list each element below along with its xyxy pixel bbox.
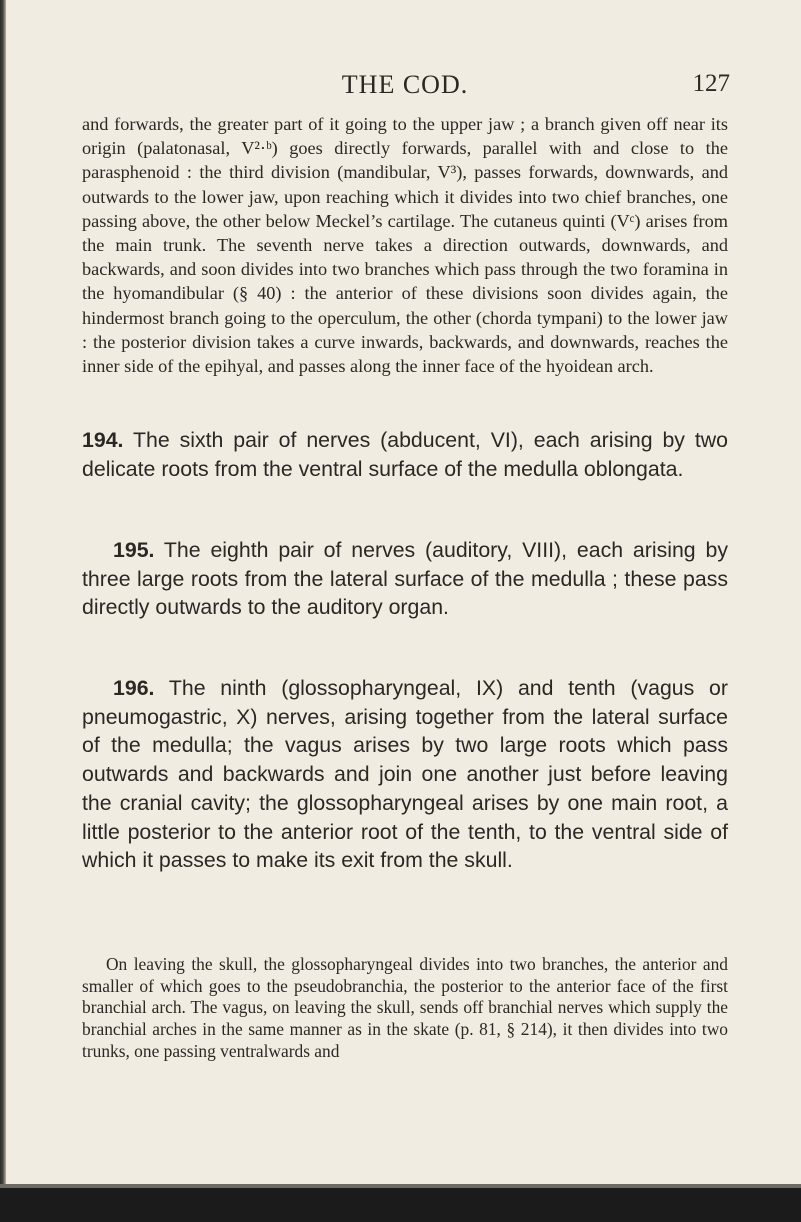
section-number: 195. bbox=[113, 538, 155, 562]
page-bottom-edge bbox=[0, 1184, 801, 1222]
book-binding-edge bbox=[0, 0, 6, 1222]
page-number: 127 bbox=[692, 70, 730, 97]
section-text: The eighth pair of nerves (auditory, VIII), each arising by three large roots from the lateral surface of the medulla ; these pass directly outwards to the auditory organ. bbox=[82, 538, 728, 620]
running-title: THE COD. bbox=[341, 70, 469, 99]
edge-highlight bbox=[0, 1184, 801, 1188]
section-196 bbox=[82, 674, 728, 875]
section-number: 194. bbox=[82, 428, 124, 452]
section-194 bbox=[82, 426, 728, 483]
section-number: 196. bbox=[113, 676, 155, 700]
small-print-note: On leaving the skull, the glossopharyngeal divides into two branches, the anterior and smaller of which goes to the pseudobranchia, the posterior to the anterior face of the first branchial arch. The vagus, on leaving the skull, sends off branchial nerves which supply the branchial arches in the same manner as in the skate (p. 81, § 214), it then divides into two trunks, one passing ventralwards and bbox=[82, 954, 728, 1061]
running-head bbox=[80, 70, 730, 100]
section-text: The ninth (glossopharyngeal, IX) and tenth (vagus or pneumogastric, X) nerves, arising together from the lateral surface of the medulla; the vagus arises by two large roots which pass outwards and backwards and join one another just before leaving the cranial cavity; the glossopharyngeal arises by one main root, a little posterior to the anterior root of the tenth, to the ventral side of which it passes to make its exit from the skull. bbox=[82, 676, 728, 873]
body-paragraph-continuation: and forwards, the greater part of it going to the upper jaw ; a branch given off near its origin (palatonasal, V²·ᵇ) goes directly forwards, parallel with and close to the parasphenoid : the third division (mandibular, V³), passes forwards, downwards, and outwards to the lower jaw, upon reaching which it divides into two chief branches, one passing above, the other below Meckel’s cartilage. The cutaneus quinti (Vᶜ) arises from the main trunk. The seventh nerve takes a direction outwards, downwards, and backwards, and soon divides into two branches which pass through the two foramina in the hyomandibular (§ 40) : the anterior of these divisions soon divides again, the hindermost branch going to the operculum, the other (chorda tympani) to the lower jaw : the posterior division takes a curve inwards, backwards, and downwards, reaches the inner side of the epihyal, and passes along the inner face of the hyoidean arch. bbox=[82, 114, 728, 377]
section-195 bbox=[82, 536, 728, 622]
section-text: The sixth pair of nerves (abducent, VI), each arising by two delicate roots from the ventral surface of the medulla oblongata. bbox=[82, 428, 728, 481]
